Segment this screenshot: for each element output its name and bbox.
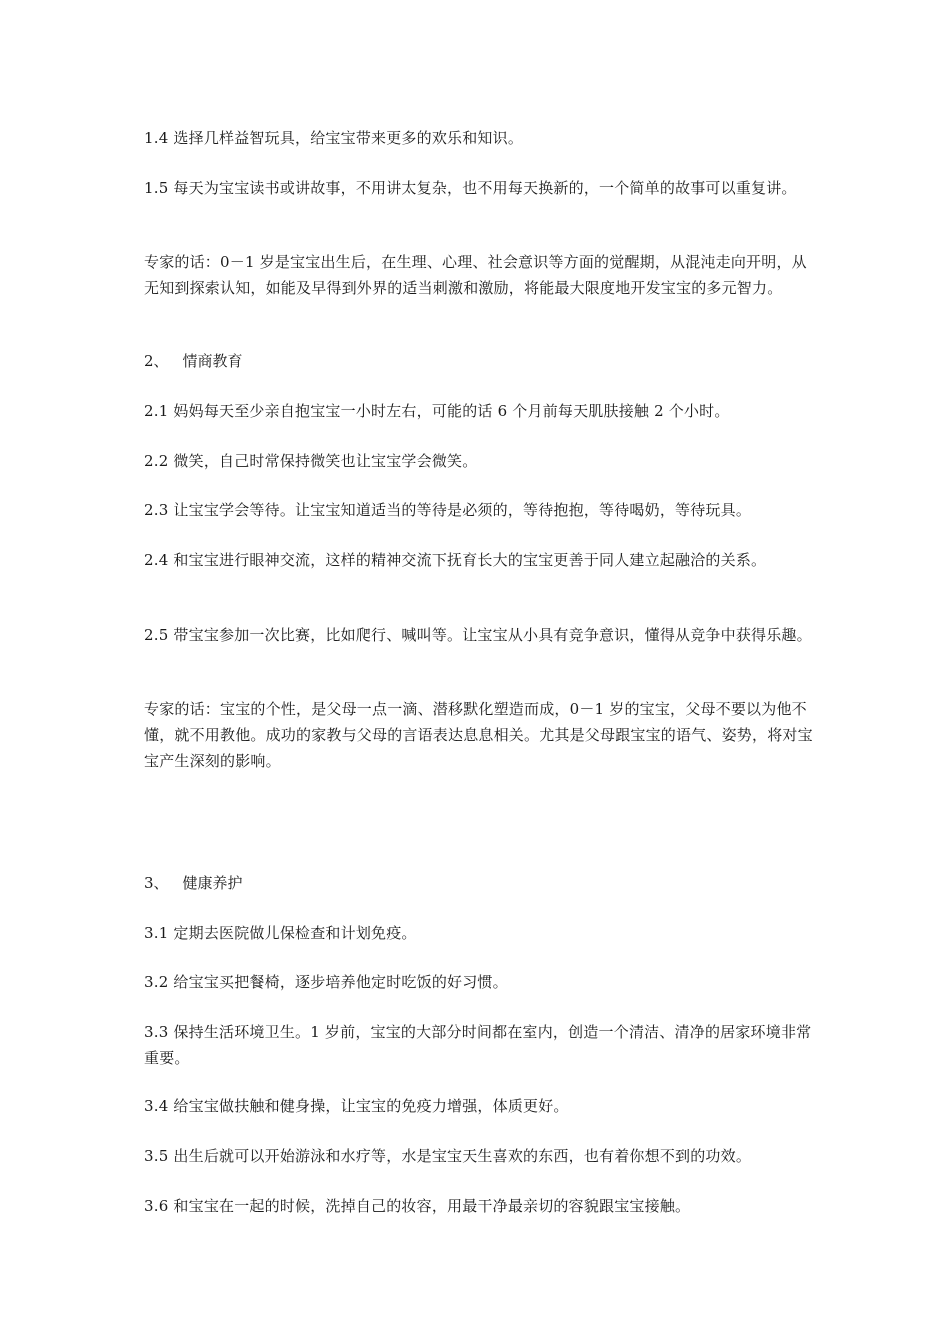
paragraph-2-1: 2.1 妈妈每天至少亲自抱宝宝一小时左右，可能的话 6 个月前每天肌肤接触 2 个小时。: [144, 402, 730, 420]
paragraph-3-2: 3.2 给宝宝买把餐椅，逐步培养他定时吃饭的好习惯。: [144, 973, 508, 991]
paragraph-3-6: 3.6 和宝宝在一起的时候，洗掉自己的妆容，用最干净最亲切的容貌跟宝宝接触。: [144, 1197, 691, 1215]
paragraph-3-5: 3.5 出生后就可以开始游泳和水疗等，水是宝宝天生喜欢的东西，也有着你想不到的功效。: [144, 1147, 752, 1165]
paragraph-3-3: 3.3 保持生活环境卫生。1 岁前，宝宝的大部分时间都在室内，创造一个清洁、清净的居家环境非常重要。: [144, 1023, 812, 1067]
section-title: 情商教育: [182, 352, 243, 370]
section-number: 2、: [144, 352, 169, 370]
paragraph-2-4: 2.4 和宝宝进行眼神交流，这样的精神交流下抚育长大的宝宝更善于同人建立起融洽的关系。: [144, 551, 767, 569]
paragraph-2-2: 2.2 微笑，自己时常保持微笑也让宝宝学会微笑。: [144, 452, 478, 470]
paragraph-3-1: 3.1 定期去医院做儿保检查和计划免疫。: [144, 924, 417, 942]
paragraph-1-4: 1.4 选择几样益智玩具，给宝宝带来更多的欢乐和知识。: [144, 129, 524, 147]
paragraph-1-5: 1.5 每天为宝宝读书或讲故事，不用讲太复杂，也不用每天换新的，一个简单的故事可以重复讲。: [144, 179, 797, 197]
section-heading-2: [144, 348, 243, 374]
section-title: 健康养护: [182, 874, 243, 892]
section-heading-3: [144, 870, 243, 896]
section-number: 3、: [144, 874, 169, 892]
paragraph-2-5: 2.5 带宝宝参加一次比赛，比如爬行、喊叫等。让宝宝从小具有竞争意识，懂得从竞争中获得乐趣。: [144, 626, 812, 644]
expert-note-1: 专家的话：0－1 岁是宝宝出生后，在生理、心理、社会意识等方面的觉醒期，从混沌走向开明，从无知到探索认知，如能及早得到外界的适当刺激和激励，将能最大限度地开发宝宝的多元智力。: [144, 253, 807, 297]
expert-note-2: 专家的话：宝宝的个性，是父母一点一滴、潜移默化塑造而成，0－1 岁的宝宝，父母不要以为他不懂，就不用教他。成功的家教与父母的言语表达息息相关。尤其是父母跟宝宝的语气、姿势，将对宝宝产生深刻的影响。: [144, 700, 813, 770]
paragraph-2-3: 2.3 让宝宝学会等待。让宝宝知道适当的等待是必须的，等待抱抱，等待喝奶，等待玩具。: [144, 501, 752, 519]
paragraph-3-4: 3.4 给宝宝做扶触和健身操，让宝宝的免疫力增强，体质更好。: [144, 1097, 569, 1115]
